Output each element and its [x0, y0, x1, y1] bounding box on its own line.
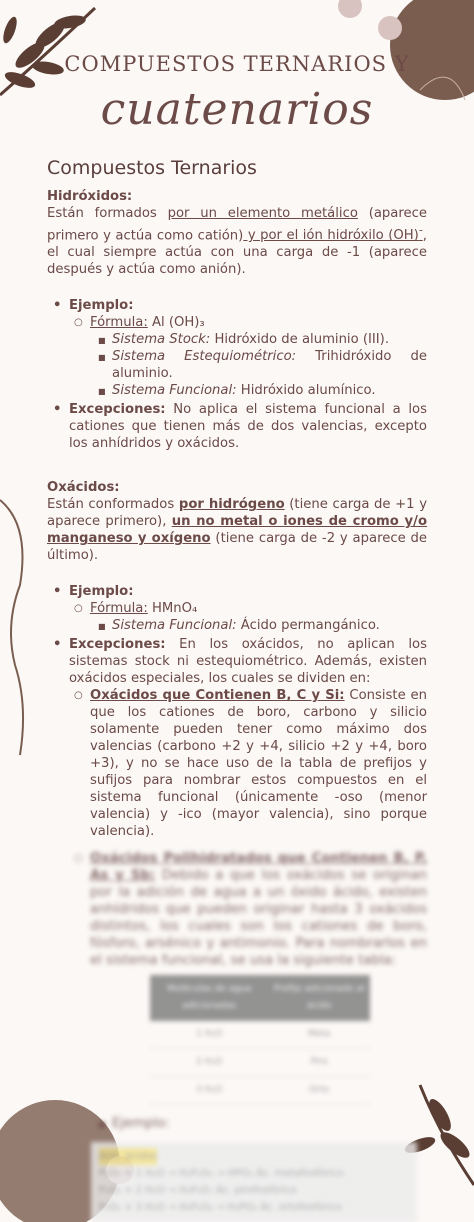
bold-label: Ejemplo: — [69, 298, 134, 314]
blurred-preview-region — [47, 850, 427, 1222]
table-cell: Orto — [268, 1077, 370, 1105]
main-content — [47, 156, 427, 1222]
list-item — [47, 850, 427, 969]
superscript: - — [418, 224, 423, 237]
list-item — [47, 617, 427, 634]
bold-label: Ejemplo: — [69, 584, 134, 600]
underlined-text — [243, 224, 423, 244]
table-cell: 1 H₂O — [150, 1021, 268, 1049]
underlined-label: Oxácidos Polihidratados que Contienen B, P, As y Sb: — [90, 851, 427, 884]
list-item — [47, 401, 427, 452]
table-row — [150, 1021, 370, 1049]
text-span: Hidróxido alumínico. — [236, 383, 376, 399]
oxacidos-list — [47, 583, 427, 840]
list-item — [47, 600, 427, 617]
figure-outline-left-icon — [0, 495, 40, 765]
table-cell: 2 H₂O — [150, 1049, 268, 1077]
underlined-label: Oxácidos que Contienen B, C y Si: — [90, 688, 345, 704]
text-span: Al (OH)₃ — [147, 315, 205, 331]
reaction-line: P₂O₅ + 2 H₂O → H₄P₂O₇ Ác. pirofosfórico — [99, 1185, 297, 1197]
text-span: , el cual siempre actúa con una carga de -1 (aparece después y actúa como anión). — [47, 228, 427, 278]
list-item — [47, 687, 427, 840]
text-span: No aplica el sistema funcional a los cationes que tienen más de dos valencias, excepto los anhídridos y oxácidos. — [69, 402, 427, 452]
table-header: Moléculas de agua adicionadas — [150, 975, 268, 1021]
underlined-label: Fórmula: — [90, 601, 148, 617]
text-span: (aparece primero y actúa como catión) — [47, 206, 427, 244]
table-cell: Meta — [268, 1021, 370, 1049]
hidroxidos-list — [47, 297, 427, 452]
oxacidos-title: Oxácidos: — [47, 480, 120, 496]
italic-label: Sistema Funcional: — [112, 383, 237, 399]
example-box — [91, 1142, 417, 1222]
list-item — [47, 348, 427, 382]
table-header: Prefijo adicionado al ácido — [268, 975, 370, 1021]
reaction-line: P₂O₅ + 1 H₂O → H₂P₂O₆ → HPO₃ Ác. metafosfórico — [99, 1168, 344, 1180]
text-span: En los oxácidos, no aplican los sistemas stock ni estequiométrico. Además, existen oxácidos especiales, los cuales se dividen en: — [69, 637, 427, 687]
list-item — [47, 331, 427, 348]
table-row — [150, 1077, 370, 1105]
italic-label: Sistema Funcional: — [112, 618, 237, 634]
table-cell: Piro — [268, 1049, 370, 1077]
title-script: cuatenarios — [100, 84, 374, 135]
underlined-text: por hidrógeno — [178, 497, 285, 513]
italic-label: Sistema Estequiométrico: — [112, 349, 297, 365]
table-row — [150, 1049, 370, 1077]
underlined-text: por un elemento metálico — [167, 206, 358, 221]
highlighted-text: Anh. ácidos — [99, 1148, 157, 1165]
underlined-text: un no metal o iones de cromo y/o manganeso y oxígeno — [47, 514, 428, 547]
oxacidos-paragraph — [47, 496, 427, 564]
text-span: Ácido permangánico. — [236, 618, 380, 634]
list-item — [47, 1115, 427, 1132]
hidroxidos-title: Hidróxidos: — [47, 189, 133, 204]
text-span: Consiste en que los cationes de boro, carbono y silicio solamente pueden tener como máximo dos valencias (carbono +2 y +4, silicio +2 y +4, boro +3), y no se hace uso de la tabla de prefijos y sufijos para nombrar estos compuestos en el sistema funcional (únicamente -oso (menor valencia) y -ico (mayor valencia), sino porque valencia). — [90, 688, 427, 840]
hidroxidos-paragraph — [47, 205, 427, 278]
prefix-table — [150, 975, 370, 1105]
text-span: Están formados — [47, 206, 168, 221]
section-heading: Compuestos Ternarios — [47, 157, 257, 179]
list-item — [47, 636, 427, 687]
oxacidos-list-continued — [47, 850, 427, 969]
reaction-line: P₂O₅ + 3 H₂O → H₆P₂O₈ → H₃PO₄ Ác. ortofosfórico — [99, 1202, 342, 1214]
list-item — [47, 583, 427, 600]
title-top: COMPUESTOS TERNARIOS Y — [64, 52, 410, 76]
list-item — [47, 382, 427, 399]
underlined-label: Fórmula: — [90, 315, 148, 331]
text-span: HMnO₄ — [147, 601, 198, 617]
italic-label: Sistema Stock: — [112, 332, 211, 348]
text-span: Hidróxido de aluminio (III). — [210, 332, 390, 348]
list-item — [47, 297, 427, 314]
text-span: Trihidróxido de aluminio. — [112, 349, 427, 382]
bold-label: Excepciones: — [69, 402, 166, 418]
bold-label: Excepciones: — [69, 637, 166, 653]
text-span: y por el ión hidróxilo (OH) — [243, 228, 419, 244]
text-span: (tiene carga de +1 y aparece primero), — [47, 497, 427, 530]
text-span: Están conformados — [47, 497, 179, 513]
text-span: Debido a que los oxácidos se originan por la adición de agua a un óxido ácido, existen anhídridos que pueden originar hasta 3 oxácidos distintos, los cuales son los cationes de boro, fósforo, arsénico y antimonio. Para nombrarlos en el sistema funcional, se usa la siguiente tabla: — [90, 868, 428, 969]
text-span: (tiene carga de -2 y aparece de último). — [47, 531, 427, 564]
example-list — [47, 1115, 427, 1132]
table-cell: 3 H₂O — [150, 1077, 268, 1105]
list-item — [47, 314, 427, 331]
text-span: Ejemplo: — [112, 1116, 170, 1132]
